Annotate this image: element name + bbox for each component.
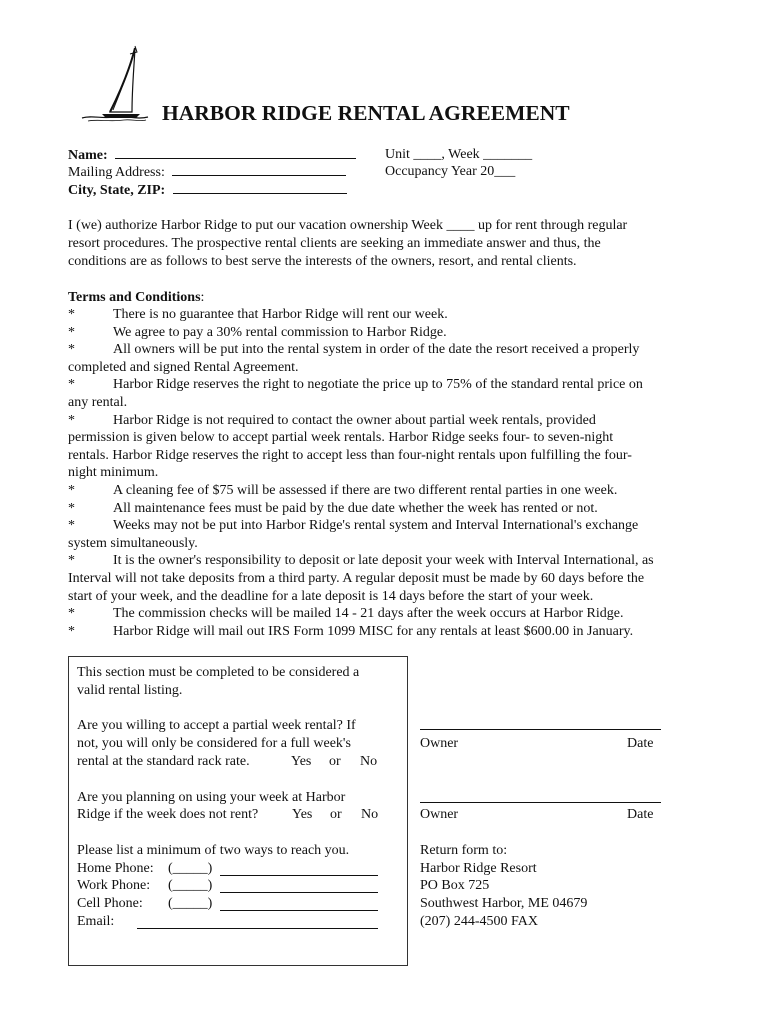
work-phone-prefix: (_____) [168,878,213,893]
usage-no[interactable]: No [361,807,379,822]
partial-yes[interactable]: Yes [291,754,312,769]
mailing-label: Mailing Address: [68,165,165,180]
bullet-marker: * [68,553,75,569]
bullet-marker: * [68,623,75,639]
partial-question: Are you willing to accept a partial week rental? If [77,718,356,733]
cell-phone-label: Cell Phone: [77,896,143,911]
owner-label: Owner [420,736,459,751]
date-label: Date [627,807,654,822]
term-line: rentals. Harbor Ridge reserves the right to accept less than four-night rentals upon fulfilling the four- [68,447,632,463]
name-line[interactable] [115,146,356,159]
city-field [68,181,347,200]
cell-phone-line[interactable] [220,895,378,911]
bullet-marker: * [68,483,75,498]
term-line: We agree to pay a 30% rental commission to Harbor Ridge. [113,324,447,340]
page-title: HARBOR RIDGE RENTAL AGREEMENT [162,101,570,125]
term-line: completed and signed Rental Agreement. [68,359,299,375]
term-line: Harbor Ridge reserves the right to negotiate the price up to 75% of the standard rental price on [113,377,643,393]
intro-line: conditions are as follows to best serve the interests of the owners, resort, and rental clients. [68,254,577,269]
term-line: It is the owner's responsibility to deposit or late deposit your week with Interval International, as [113,553,654,569]
bullet-marker: * [68,500,75,516]
term-line: permission is given below to accept partial week rentals. Harbor Ridge seeks four- to seven-night [68,430,614,446]
contact-intro: Please list a minimum of two ways to reach you. [77,843,350,858]
work-phone-line[interactable] [220,877,378,893]
term-line: Interval will not take deposits from a third party. A regular deposit must be made by 60 days before the [68,571,645,586]
bullet-marker: * [68,324,75,340]
terms-heading-colon: : [200,290,205,305]
partial-question: rental at the standard rack rate. [77,754,250,769]
term-line: night minimum. [68,465,159,481]
term-line: Weeks may not be put into Harbor Ridge's rental system and Interval International's exchange [113,518,639,534]
bullet-marker: * [68,377,75,393]
home-phone-label: Home Phone: [77,861,154,876]
terms-heading [68,289,204,307]
return-line: (207) 244-4500 FAX [420,914,538,929]
owner-label: Owner [420,807,459,822]
return-line: Southwest Harbor, ME 04679 [420,896,588,911]
occupancy-line: Occupancy Year 20___ [385,164,516,179]
partial-no[interactable]: No [360,754,378,769]
sailboat-icon [80,44,150,124]
usage-question: Are you planning on using your week at Harbor [77,790,346,805]
cell-phone-prefix: (_____) [168,896,213,911]
partial-or: or [329,754,341,769]
return-line: Harbor Ridge Resort [420,861,537,876]
intro-line: resort procedures. The prospective rental clients are seeking an immediate answer and thus, the [68,236,601,251]
date-label: Date [627,736,654,751]
term-line: system simultaneously. [68,535,198,551]
bullet-marker: * [68,606,75,622]
term-line: A cleaning fee of $75 will be assessed if there are two different rental parties in one week. [113,483,618,498]
home-phone-line[interactable] [220,860,378,876]
term-line: start of your week, and the deadline for a late deposit is 14 days before the start of your week. [68,588,594,604]
email-label: Email: [77,914,115,929]
usage-question: Ridge if the week does not rent? [77,807,259,822]
email-line[interactable] [137,913,378,929]
return-line: PO Box 725 [420,878,490,893]
name-label: Name: [68,148,108,163]
box-intro: This section must be completed to be considered a [77,665,360,680]
usage-yes[interactable]: Yes [292,807,313,822]
city-label: City, State, ZIP: [68,183,166,198]
mailing-field [68,163,346,182]
term-line: Harbor Ridge will mail out IRS Form 1099 MISC for any rentals at least $600.00 in January. [113,623,634,639]
home-phone-prefix: (_____) [168,861,213,876]
owner-signature-line-2[interactable] [420,802,661,803]
term-line: any rental. [68,395,128,410]
intro-line: I (we) authorize Harbor Ridge to put our vacation ownership Week ____ up for rent through regular [68,218,628,233]
bullet-marker: * [68,307,75,322]
box-intro: valid rental listing. [77,683,183,698]
bullet-marker: * [68,412,75,428]
owner-signature-line-1[interactable] [420,729,661,730]
terms-heading-text: Terms and Conditions [68,290,201,305]
bullet-marker: * [68,342,75,358]
bullet-marker: * [68,518,75,534]
term-line: All owners will be put into the rental system in order of the date the resort received a properly [113,342,640,358]
name-field [68,146,356,165]
return-line: Return form to: [420,843,508,858]
work-phone-label: Work Phone: [77,878,151,893]
unit-week-line: Unit ____, Week _______ [385,147,533,162]
term-line: The commission checks will be mailed 14 - 21 days after the week occurs at Harbor Ridge. [113,606,624,622]
term-line: All maintenance fees must be paid by the due date whether the week has rented or not. [113,500,598,516]
usage-or: or [330,807,342,822]
mailing-line[interactable] [172,163,346,176]
city-line[interactable] [173,181,347,194]
term-line: There is no guarantee that Harbor Ridge will rent our week. [113,307,448,322]
partial-question: not, you will only be considered for a full week's [77,736,351,751]
term-line: Harbor Ridge is not required to contact the owner about partial week rentals, provided [113,412,596,428]
